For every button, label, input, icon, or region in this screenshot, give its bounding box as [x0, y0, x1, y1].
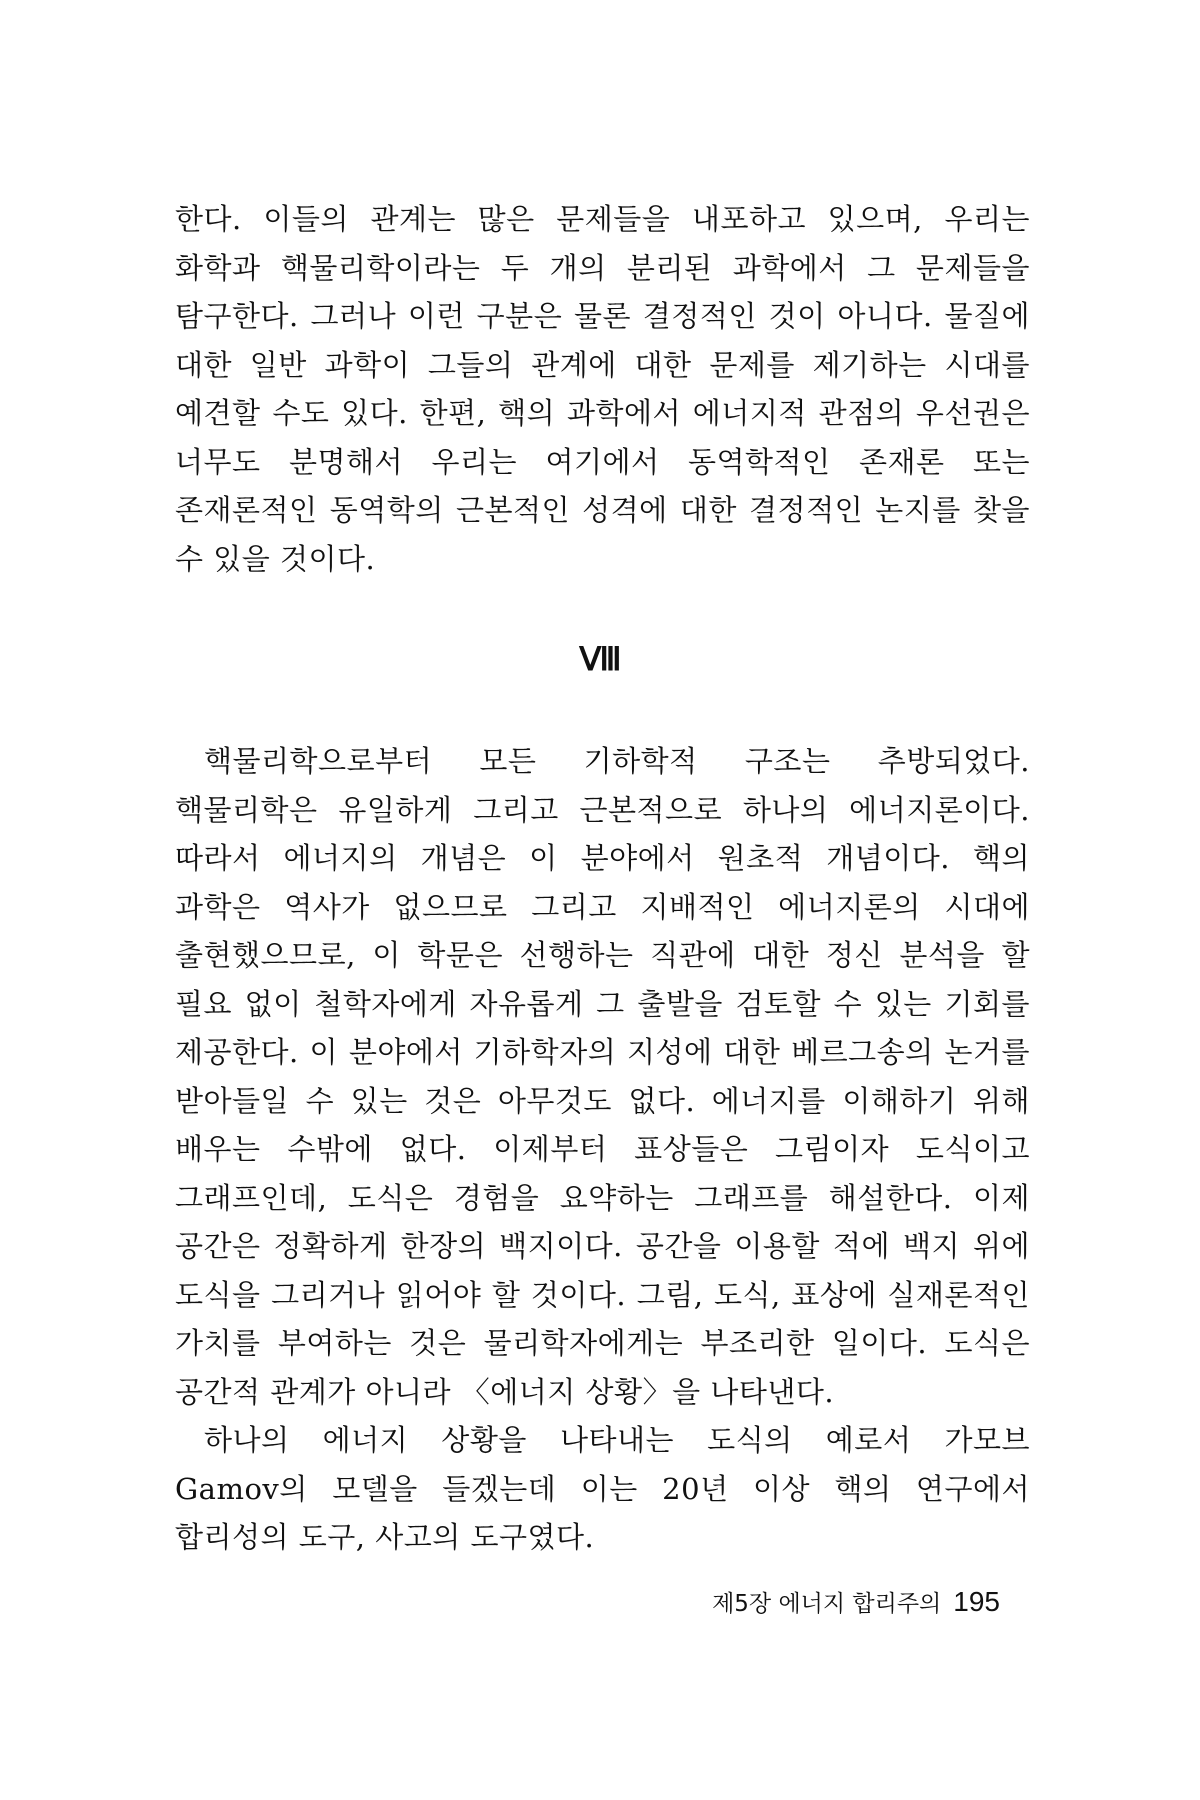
paragraph-continued [175, 195, 1030, 583]
running-head-chapter: 제5장 에너지 합리주의 [712, 1591, 942, 1617]
paragraph-text: 하나의 에너지 상황을 나타내는 도식의 예로서 가모브 Gamov의 모델을 들겠는데 이는 20년 이상 핵의 연구에서 합리성의 도구, 사고의 도구였다. [175, 1423, 1030, 1554]
page-number: 195 [953, 1586, 1000, 1617]
paragraph-text: 한다. 이들의 관계는 많은 문제들을 내포하고 있으며, 우리는 화학과 핵물리학이라는 두 개의 분리된 과학에서 그 문제들을 탐구한다. 그러나 이런 구분은 물론 결정적인 것이 아니다. 물질에 대한 일반 과학이 그들의 관계에 대한 문제를 제기하는 시대를 예견할 수도 있다. 한편, 핵의 과학에서 에너지적 관점의 우선권은 너무도 분명해서 우리는 여기에서 동역학적인 존재론 또는 존재론적인 동역학의 근본적인 성격에 대한 결정적인 논지를 찾을 수 있을 것이다. [175, 202, 1030, 576]
section-body [175, 737, 1030, 1562]
page-footer [712, 1585, 1000, 1618]
section-heading: Ⅷ [579, 641, 621, 677]
paragraph-text: 핵물리학으로부터 모든 기하학적 구조는 추방되었다. 핵물리학은 유일하게 그리고 근본적으로 하나의 에너지론이다. 따라서 에너지의 개념은 이 분야에서 원초적 개념이다. 핵의 과학은 역사가 없으므로 그리고 지배적인 에너지론의 시대에 출현했으므로, 이 학문은 선행하는 직관에 대한 정신 분석을 할 필요 없이 철학자에게 자유롭게 그 출발을 검토할 수 있는 기회를 제공한다. 이 분야에서 기하학자의 지성에 대한 베르그송의 논거를 받아들일 수 있는 것은 아무것도 없다. 에너지를 이해하기 위해 배우는 수밖에 없다. 이제부터 표상들은 그림이자 도식이고 그래프인데, 도식은 경험을 요약하는 그래프를 해설한다. 이제 공간은 정확하게 한장의 백지이다. 공간을 이용할 적에 백지 위에 도식을 그리거나 읽어야 할 것이다. 그림, 도식, 표상에 실재론적인 가치를 부여하는 것은 물리학자에게는 부조리한 일이다. 도식은 공간적 관계가 아니라 〈에너지 상황〉을 나타낸다. [175, 744, 1030, 1409]
